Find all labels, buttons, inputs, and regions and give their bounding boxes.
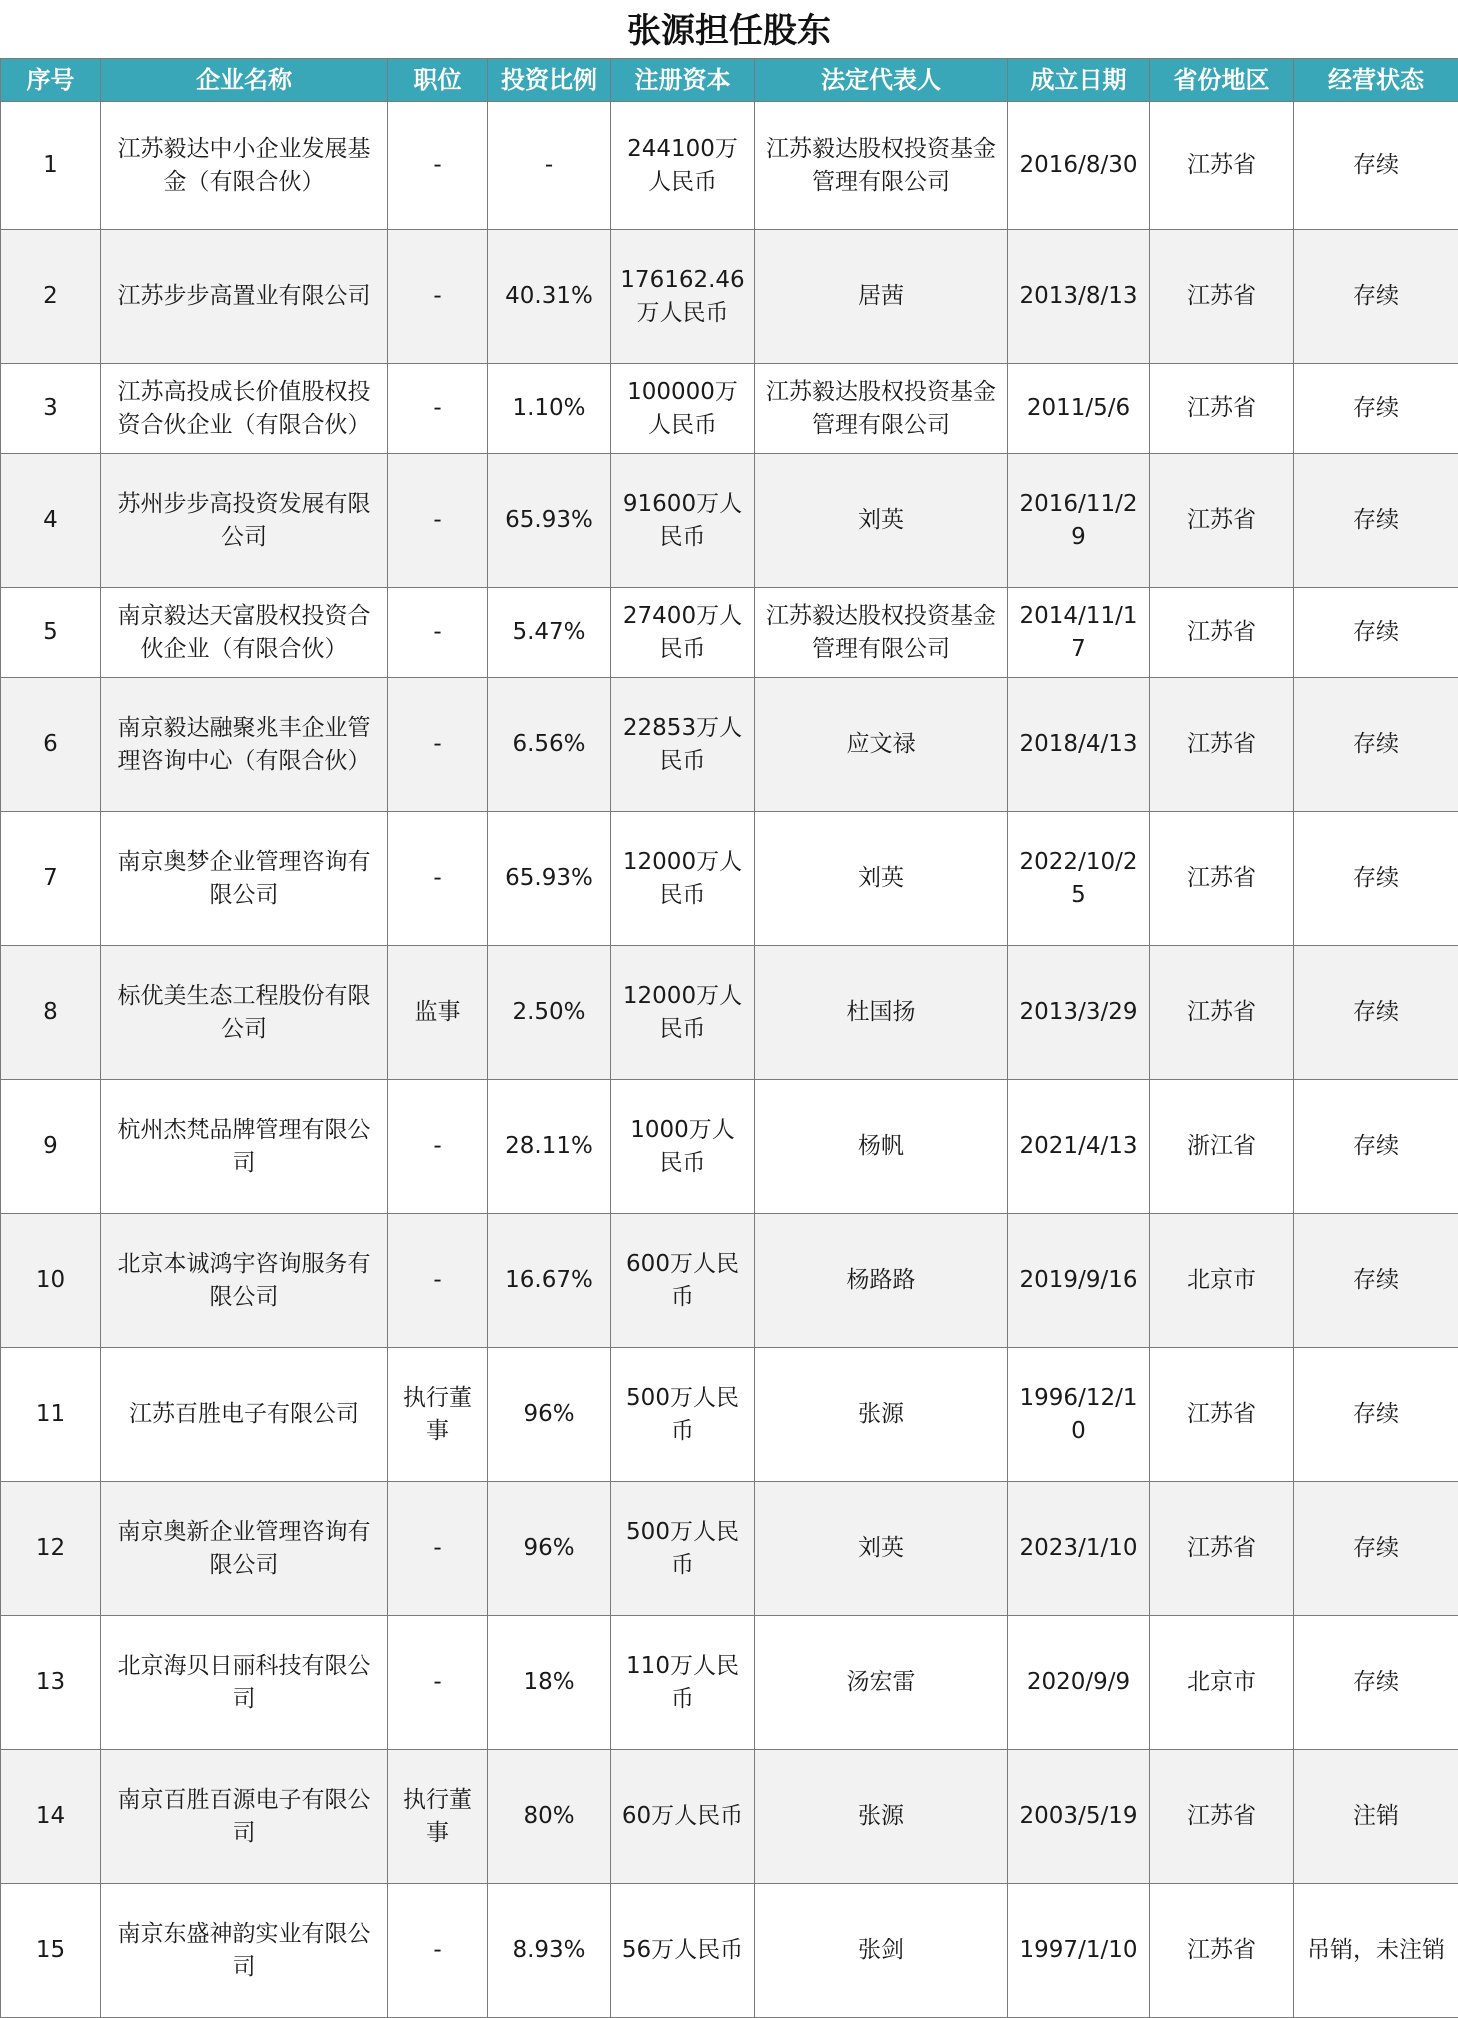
cell-company-name: 江苏高投成长价值股权投资合伙企业（有限合伙） [101,364,388,454]
cell-registered-capital: 22853万人民币 [611,678,755,812]
cell-position: - [388,588,488,678]
cell-status: 存续 [1294,364,1458,454]
cell-legal-representative: 刘英 [755,1482,1008,1616]
cell-investment-ratio: 65.93% [488,812,611,946]
table-body [1,102,1458,2018]
cell-province: 北京市 [1150,1214,1294,1348]
cell-company-name: 南京百胜百源电子有限公司 [101,1750,388,1884]
cell-registered-capital: 12000万人民币 [611,946,755,1080]
cell-index: 13 [1,1616,101,1750]
cell-established-date: 2019/9/16 [1008,1214,1150,1348]
cell-established-date: 2013/8/13 [1008,230,1150,364]
cell-legal-representative: 张源 [755,1750,1008,1884]
cell-province: 江苏省 [1150,102,1294,230]
table-row [1,364,1458,454]
cell-status: 存续 [1294,946,1458,1080]
cell-company-name: 北京海贝日丽科技有限公司 [101,1616,388,1750]
cell-established-date: 2021/4/13 [1008,1080,1150,1214]
cell-company-name: 江苏百胜电子有限公司 [101,1348,388,1482]
cell-index: 14 [1,1750,101,1884]
cell-position: - [388,678,488,812]
cell-index: 7 [1,812,101,946]
cell-investment-ratio: 1.10% [488,364,611,454]
col-header-status: 经营状态 [1294,59,1458,102]
cell-position: - [388,1616,488,1750]
cell-investment-ratio: 28.11% [488,1080,611,1214]
cell-province: 江苏省 [1150,1884,1294,2018]
cell-legal-representative: 应文禄 [755,678,1008,812]
cell-registered-capital: 56万人民币 [611,1884,755,2018]
cell-company-name: 苏州步步高投资发展有限公司 [101,454,388,588]
cell-province: 北京市 [1150,1616,1294,1750]
cell-company-name: 标优美生态工程股份有限公司 [101,946,388,1080]
cell-established-date: 1996/12/10 [1008,1348,1150,1482]
table-row [1,812,1458,946]
cell-established-date: 2018/4/13 [1008,678,1150,812]
cell-position: - [388,1214,488,1348]
cell-established-date: 2014/11/17 [1008,588,1150,678]
cell-position: - [388,230,488,364]
cell-investment-ratio: 8.93% [488,1884,611,2018]
table-row [1,1348,1458,1482]
cell-investment-ratio: 80% [488,1750,611,1884]
cell-company-name: 南京毅达天富股权投资合伙企业（有限合伙） [101,588,388,678]
cell-province: 江苏省 [1150,946,1294,1080]
table-row [1,1482,1458,1616]
cell-established-date: 2016/8/30 [1008,102,1150,230]
cell-registered-capital: 110万人民币 [611,1616,755,1750]
cell-province: 江苏省 [1150,1348,1294,1482]
col-header-investment-ratio: 投资比例 [488,59,611,102]
cell-legal-representative: 刘英 [755,812,1008,946]
cell-established-date: 2013/3/29 [1008,946,1150,1080]
cell-status: 存续 [1294,1482,1458,1616]
cell-investment-ratio: 6.56% [488,678,611,812]
cell-status: 存续 [1294,588,1458,678]
cell-company-name: 杭州杰梵品牌管理有限公司 [101,1080,388,1214]
cell-status: 存续 [1294,102,1458,230]
cell-legal-representative: 汤宏雷 [755,1616,1008,1750]
cell-established-date: 2022/10/25 [1008,812,1150,946]
cell-legal-representative: 杨路路 [755,1214,1008,1348]
cell-company-name: 南京东盛神韵实业有限公司 [101,1884,388,2018]
cell-legal-representative: 江苏毅达股权投资基金管理有限公司 [755,102,1008,230]
cell-established-date: 1997/1/10 [1008,1884,1150,2018]
cell-province: 浙江省 [1150,1080,1294,1214]
cell-index: 9 [1,1080,101,1214]
cell-legal-representative: 杜国扬 [755,946,1008,1080]
cell-legal-representative: 居茜 [755,230,1008,364]
cell-investment-ratio: 40.31% [488,230,611,364]
cell-company-name: 江苏步步高置业有限公司 [101,230,388,364]
col-header-established-date: 成立日期 [1008,59,1150,102]
cell-legal-representative: 张源 [755,1348,1008,1482]
cell-province: 江苏省 [1150,1482,1294,1616]
cell-investment-ratio: 96% [488,1482,611,1616]
table-row [1,230,1458,364]
table-row [1,102,1458,230]
cell-province: 江苏省 [1150,454,1294,588]
cell-status: 存续 [1294,1616,1458,1750]
header-row [1,59,1458,102]
cell-province: 江苏省 [1150,364,1294,454]
cell-registered-capital: 244100万人民币 [611,102,755,230]
cell-company-name: 南京奥梦企业管理咨询有限公司 [101,812,388,946]
cell-position: 监事 [388,946,488,1080]
cell-registered-capital: 1000万人民币 [611,1080,755,1214]
cell-index: 2 [1,230,101,364]
table-row [1,678,1458,812]
cell-position: - [388,364,488,454]
cell-status: 存续 [1294,1348,1458,1482]
cell-position: - [388,812,488,946]
col-header-company-name: 企业名称 [101,59,388,102]
cell-index: 11 [1,1348,101,1482]
cell-company-name: 北京本诚鸿宇咨询服务有限公司 [101,1214,388,1348]
cell-registered-capital: 500万人民币 [611,1482,755,1616]
cell-established-date: 2016/11/29 [1008,454,1150,588]
cell-legal-representative: 刘英 [755,454,1008,588]
col-header-index: 序号 [1,59,101,102]
cell-registered-capital: 27400万人民币 [611,588,755,678]
cell-position: - [388,102,488,230]
cell-position: 执行董事 [388,1750,488,1884]
table-row [1,1884,1458,2018]
cell-legal-representative: 江苏毅达股权投资基金管理有限公司 [755,588,1008,678]
cell-province: 江苏省 [1150,1750,1294,1884]
cell-legal-representative: 江苏毅达股权投资基金管理有限公司 [755,364,1008,454]
cell-status: 存续 [1294,812,1458,946]
col-header-province: 省份地区 [1150,59,1294,102]
cell-registered-capital: 176162.46万人民币 [611,230,755,364]
cell-position: - [388,1482,488,1616]
cell-investment-ratio: 2.50% [488,946,611,1080]
cell-investment-ratio: 5.47% [488,588,611,678]
cell-investment-ratio: - [488,102,611,230]
table-row [1,454,1458,588]
cell-status: 吊销，未注销 [1294,1884,1458,2018]
cell-status: 存续 [1294,454,1458,588]
cell-company-name: 南京奥新企业管理咨询有限公司 [101,1482,388,1616]
cell-legal-representative: 张剑 [755,1884,1008,2018]
cell-index: 3 [1,364,101,454]
cell-company-name: 江苏毅达中小企业发展基金（有限合伙） [101,102,388,230]
cell-index: 6 [1,678,101,812]
cell-position: - [388,454,488,588]
table-row [1,1616,1458,1750]
cell-investment-ratio: 18% [488,1616,611,1750]
cell-company-name: 南京毅达融聚兆丰企业管理咨询中心（有限合伙） [101,678,388,812]
cell-province: 江苏省 [1150,588,1294,678]
cell-index: 8 [1,946,101,1080]
cell-established-date: 2023/1/10 [1008,1482,1150,1616]
col-header-legal-representative: 法定代表人 [755,59,1008,102]
cell-status: 存续 [1294,1214,1458,1348]
cell-status: 存续 [1294,678,1458,812]
cell-position: - [388,1884,488,2018]
col-header-position: 职位 [388,59,488,102]
cell-established-date: 2003/5/19 [1008,1750,1150,1884]
cell-index: 1 [1,102,101,230]
cell-province: 江苏省 [1150,812,1294,946]
cell-investment-ratio: 65.93% [488,454,611,588]
cell-investment-ratio: 16.67% [488,1214,611,1348]
cell-registered-capital: 60万人民币 [611,1750,755,1884]
cell-province: 江苏省 [1150,678,1294,812]
cell-position: - [388,1080,488,1214]
cell-registered-capital: 12000万人民币 [611,812,755,946]
cell-established-date: 2020/9/9 [1008,1616,1150,1750]
col-header-registered-capital: 注册资本 [611,59,755,102]
cell-position: 执行董事 [388,1348,488,1482]
cell-index: 12 [1,1482,101,1616]
cell-established-date: 2011/5/6 [1008,364,1150,454]
shareholding-table [0,58,1458,2018]
table-row [1,1750,1458,1884]
cell-legal-representative: 杨帆 [755,1080,1008,1214]
page-title: 张源担任股东 [0,0,1458,58]
table-row [1,1214,1458,1348]
cell-index: 15 [1,1884,101,2018]
cell-index: 4 [1,454,101,588]
cell-registered-capital: 500万人民币 [611,1348,755,1482]
cell-index: 10 [1,1214,101,1348]
cell-registered-capital: 100000万人民币 [611,364,755,454]
cell-province: 江苏省 [1150,230,1294,364]
cell-status: 存续 [1294,1080,1458,1214]
table-row [1,1080,1458,1214]
cell-status: 注销 [1294,1750,1458,1884]
cell-registered-capital: 600万人民币 [611,1214,755,1348]
cell-index: 5 [1,588,101,678]
cell-investment-ratio: 96% [488,1348,611,1482]
cell-status: 存续 [1294,230,1458,364]
table-row [1,946,1458,1080]
cell-registered-capital: 91600万人民币 [611,454,755,588]
table-row [1,588,1458,678]
